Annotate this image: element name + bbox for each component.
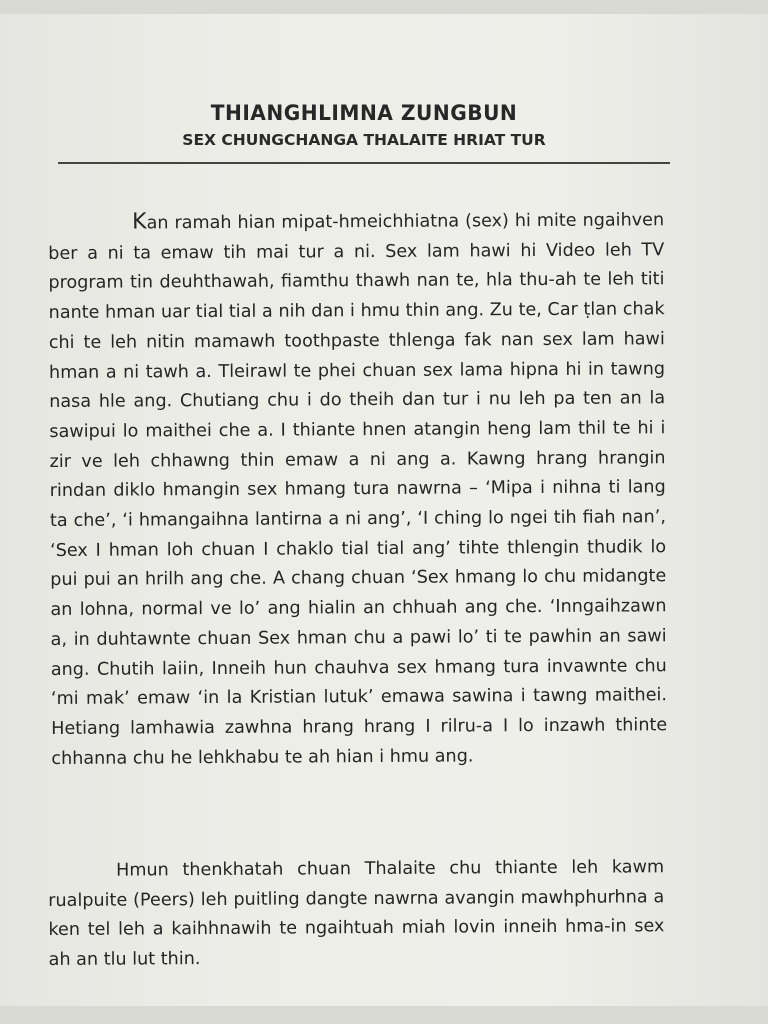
paragraph-2-text: Hmun thenkhatah chuan Thalaite chu thiante leh kawm rualpuite (Peers) leh puitling dangte nawrna avangin mawhphurhna a ken tel leh a kaihhnawih te ngaihtuah miah lovin inneih hma-in sex ah an tlu lut thin.: [48, 857, 665, 970]
book-page: [0, 14, 768, 1006]
header-divider: [58, 162, 670, 164]
chapter-title: THIANGHLIMNA ZUNGBUN: [210, 101, 518, 125]
paragraph-1: [48, 204, 667, 774]
paragraph-1-initial: K: [132, 209, 147, 235]
paragraph-2: [48, 853, 665, 975]
chapter-header: [60, 100, 668, 150]
paragraph-1-text: an ramah hian mipat-hmeichhiatna (sex) hi mite ngaihven ber a ni ta emaw tih mai tur a ni. Sex lam hawi hi Video leh TV program tin deuhthawah, fiamthu thawh nan te, hla thu-ah te leh titi nante hman uar tial tial a nih dan i hmu thin ang. Zu te, Car ṭlan chak chi te leh nitin mamawh toothpaste thlenga fak nan sex lam hawi hman a ni tawh a. Tleirawl te phei chuan sex lama hipna hi in tawng nasa hle ang. Chutiang chu i do theih dan tur i nu leh pa ten an la sawipui lo maithei che a. I thiante hnen atangin heng lam thil te hi i zir ve leh chhawng thin emaw a ni ang a. Kawng hrang hrangin rindan diklo hmangin sex hmang tura nawrna – ‘Mipa i nihna ti lang ta che’, ‘i hmangaihna lantirna a ni ang’, ‘I ching lo ngei tih fiah nan’, ‘Sex I hman loh chuan I chaklo tial tial ang’ tihte thlengin thudik lo pui pui an hrilh ang che. A chang chuan ‘Sex hmang lo chu midangte an lohna, normal ve lo’ ang hialin an chhuah ang che. ‘Inngaihzawn a, in duhtawnte chuan Sex hman chu a pawi lo’ ti te pawhin an sawi ang. Chutih laiin, Inneih hun chauhva sex hmang tura invawnte chu ‘mi mak’ emaw ‘in la Kristian lutuk’ emawa sawina i tawng maithei. Hetiang lamhawia zawhna hrang hrang I rilru-a I lo inzawh thinte chhanna chu he lehkhabu te ah hian i hmu ang.: [48, 210, 668, 769]
chapter-subtitle: SEX CHUNGCHANGA THALAITE HRIAT TUR: [182, 131, 546, 149]
